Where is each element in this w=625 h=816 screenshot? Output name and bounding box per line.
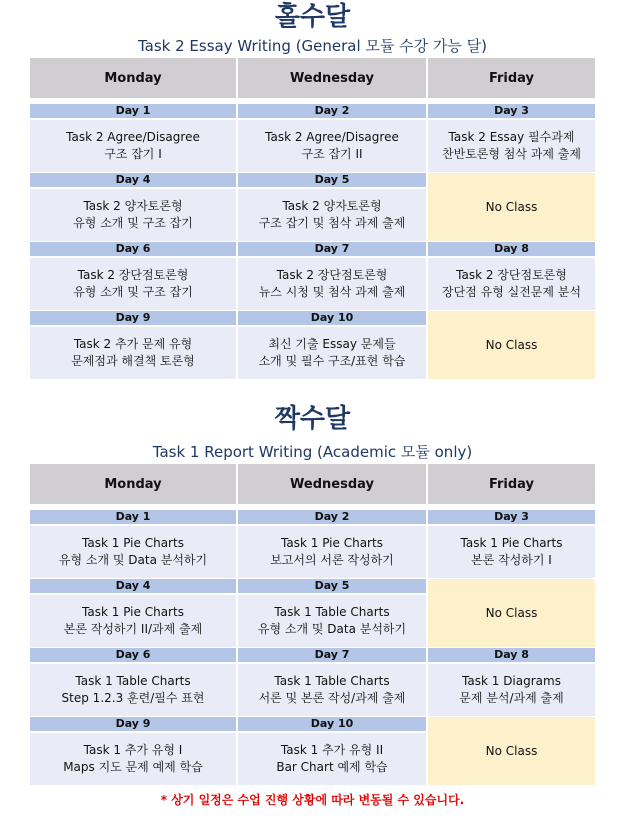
class-line: Step 1.2.3 훈련/필수 표현 xyxy=(61,691,205,705)
day-label: Day 8 xyxy=(428,242,595,256)
day-label: Day 2 xyxy=(238,510,426,524)
day-label: Day 5 xyxy=(238,579,426,593)
class-cell xyxy=(238,526,426,578)
column-header: Wednesday xyxy=(238,464,426,504)
section-subtitle: Task 1 Report Writing (Academic 모듈 only) xyxy=(152,443,473,461)
class-line: Task 2 양자토론형 xyxy=(83,199,183,213)
class-line: No Class xyxy=(485,199,538,214)
class-line: 본론 작성하기 II/과제 출제 xyxy=(63,622,203,636)
class-line: Task 1 Pie Charts xyxy=(460,536,563,550)
column-header: Friday xyxy=(428,58,595,98)
class-line: Task 2 양자토론형 xyxy=(282,199,382,213)
class-cell xyxy=(428,664,595,716)
class-line: Task 1 Table Charts xyxy=(75,674,191,688)
day-label: Day 3 xyxy=(428,510,595,524)
no-class-cell xyxy=(428,579,595,647)
class-line: 문제 분석/과제 출제 xyxy=(459,691,564,705)
class-cell xyxy=(30,189,236,241)
day-label: Day 9 xyxy=(30,717,236,731)
day-label: Day 1 xyxy=(30,510,236,524)
class-line: 서론 및 본론 작성/과제 출제 xyxy=(258,691,406,705)
day-label: Day 4 xyxy=(30,579,236,593)
schedule-table xyxy=(30,464,595,786)
section-title: 짝수달 xyxy=(274,404,351,434)
day-label: Day 1 xyxy=(30,104,236,118)
day-label: Day 9 xyxy=(30,311,236,325)
no-class-cell xyxy=(428,173,595,241)
schedule-table xyxy=(30,58,595,380)
class-line: Task 1 추가 유형 II xyxy=(280,743,384,757)
column-header: Wednesday xyxy=(238,58,426,98)
class-line: 최신 기출 Essay 문제들 xyxy=(268,337,396,351)
class-cell xyxy=(30,120,236,172)
column-header: Friday xyxy=(428,464,595,504)
no-class-cell xyxy=(428,717,595,785)
day-label: Day 7 xyxy=(238,242,426,256)
class-line: Task 1 Pie Charts xyxy=(281,536,383,550)
class-line: Task 1 Pie Charts xyxy=(82,605,184,619)
class-line: Task 2 장단점토론형 xyxy=(276,268,388,282)
section-title: 홀수달 xyxy=(274,2,351,32)
class-cell xyxy=(238,120,426,172)
class-cell xyxy=(238,733,426,785)
class-line: Bar Chart 예제 학습 xyxy=(276,760,388,774)
class-line: Task 2 Agree/Disagree xyxy=(265,130,399,144)
class-line: 소개 및 필수 구조/표현 학습 xyxy=(258,354,406,368)
column-header: Monday xyxy=(30,58,236,98)
class-line: Task 2 Agree/Disagree xyxy=(66,130,200,144)
day-label: Day 10 xyxy=(238,717,426,731)
day-label: Day 6 xyxy=(30,242,236,256)
class-cell xyxy=(428,120,595,172)
class-line: No Class xyxy=(485,743,538,758)
class-cell xyxy=(30,526,236,578)
class-line: 문제점과 해결책 토론형 xyxy=(71,354,195,368)
class-line: Task 1 Table Charts xyxy=(274,674,390,688)
class-cell xyxy=(30,258,236,310)
class-cell xyxy=(238,189,426,241)
class-cell xyxy=(238,258,426,310)
class-line: No Class xyxy=(485,337,538,352)
day-label: Day 10 xyxy=(238,311,426,325)
class-line: Task 2 장단점토론형 xyxy=(456,268,567,282)
class-cell xyxy=(30,327,236,379)
day-label: Day 4 xyxy=(30,173,236,187)
no-class-cell xyxy=(428,311,595,379)
class-line: 유형 소개 및 구조 잡기 xyxy=(73,285,193,299)
class-line: 보고서의 서론 작성하기 xyxy=(270,553,394,567)
day-label: Day 7 xyxy=(238,648,426,662)
day-label: Day 8 xyxy=(428,648,595,662)
class-line: 유형 소개 및 Data 분석하기 xyxy=(58,553,208,567)
class-line: 유형 소개 및 Data 분석하기 xyxy=(257,622,407,636)
class-line: 구조 잡기 I xyxy=(104,147,162,161)
day-label: Day 2 xyxy=(238,104,426,118)
class-line: 본론 작성하기 I xyxy=(471,553,552,567)
class-line: Task 1 Table Charts xyxy=(274,605,390,619)
class-cell xyxy=(238,327,426,379)
class-line: Maps 지도 문제 예제 학습 xyxy=(63,760,203,774)
class-line: Task 1 추가 유형 I xyxy=(83,743,183,757)
column-header: Monday xyxy=(30,464,236,504)
class-line: Task 2 Essay 필수과제 xyxy=(448,130,575,144)
class-line: Task 2 추가 문제 유형 xyxy=(73,337,193,351)
class-cell xyxy=(238,664,426,716)
class-line: Task 1 Diagrams xyxy=(462,674,561,688)
footnote: * 상기 일정은 수업 진행 상황에 따라 변동될 수 있습니다. xyxy=(160,793,465,807)
class-line: Task 1 Pie Charts xyxy=(82,536,184,550)
class-cell xyxy=(238,595,426,647)
section-subtitle: Task 2 Essay Writing (General 모듈 수강 가능 달) xyxy=(137,37,488,55)
class-cell xyxy=(30,733,236,785)
class-line: No Class xyxy=(485,605,538,620)
class-line: 유형 소개 및 구조 잡기 xyxy=(73,216,193,230)
class-line: 장단점 유형 실전문제 분석 xyxy=(442,285,581,299)
class-cell xyxy=(30,595,236,647)
day-label: Day 6 xyxy=(30,648,236,662)
class-line: Task 2 장단점토론형 xyxy=(77,268,189,282)
class-cell xyxy=(30,664,236,716)
day-label: Day 3 xyxy=(428,104,595,118)
class-line: 뉴스 시청 및 첨삭 과제 출제 xyxy=(258,285,406,299)
class-cell xyxy=(428,526,595,578)
class-line: 찬반토론형 첨삭 과제 출제 xyxy=(442,147,581,161)
class-cell xyxy=(428,258,595,310)
day-label: Day 5 xyxy=(238,173,426,187)
class-line: 구조 잡기 II xyxy=(301,147,363,161)
class-line: 구조 잡기 및 첨삭 과제 출제 xyxy=(258,216,406,230)
